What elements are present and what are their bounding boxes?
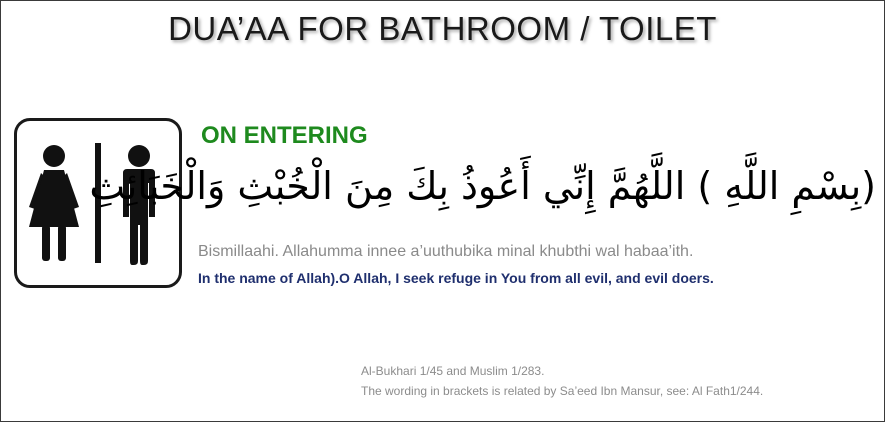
page-title: DUA’AA FOR BATHROOM / TOILET bbox=[168, 10, 717, 47]
reference-line-2: The wording in brackets is related by Sa’eed Ibn Mansur, see: Al Fath1/244. bbox=[361, 384, 764, 398]
section-heading: ON ENTERING bbox=[201, 122, 368, 149]
reference-line-1: Al-Bukhari 1/45 and Muslim 1/283. bbox=[361, 364, 545, 378]
arabic-dua-text: (بِسْمِ اللَّهِ ) اللَّهُمَّ إِنِّي أَعُوذُ بِكَ مِنَ الْخُبْثِ وَالْخَبَائِثِ bbox=[89, 164, 876, 208]
translation-text: In the name of Allah).O Allah, I seek refuge in You from all evil, and evil doers. bbox=[198, 270, 714, 286]
transliteration-text: Bismillaahi. Allahumma innee a’uuthubika minal khubthi wal habaa’ith. bbox=[198, 243, 694, 260]
woman-icon bbox=[29, 145, 79, 261]
